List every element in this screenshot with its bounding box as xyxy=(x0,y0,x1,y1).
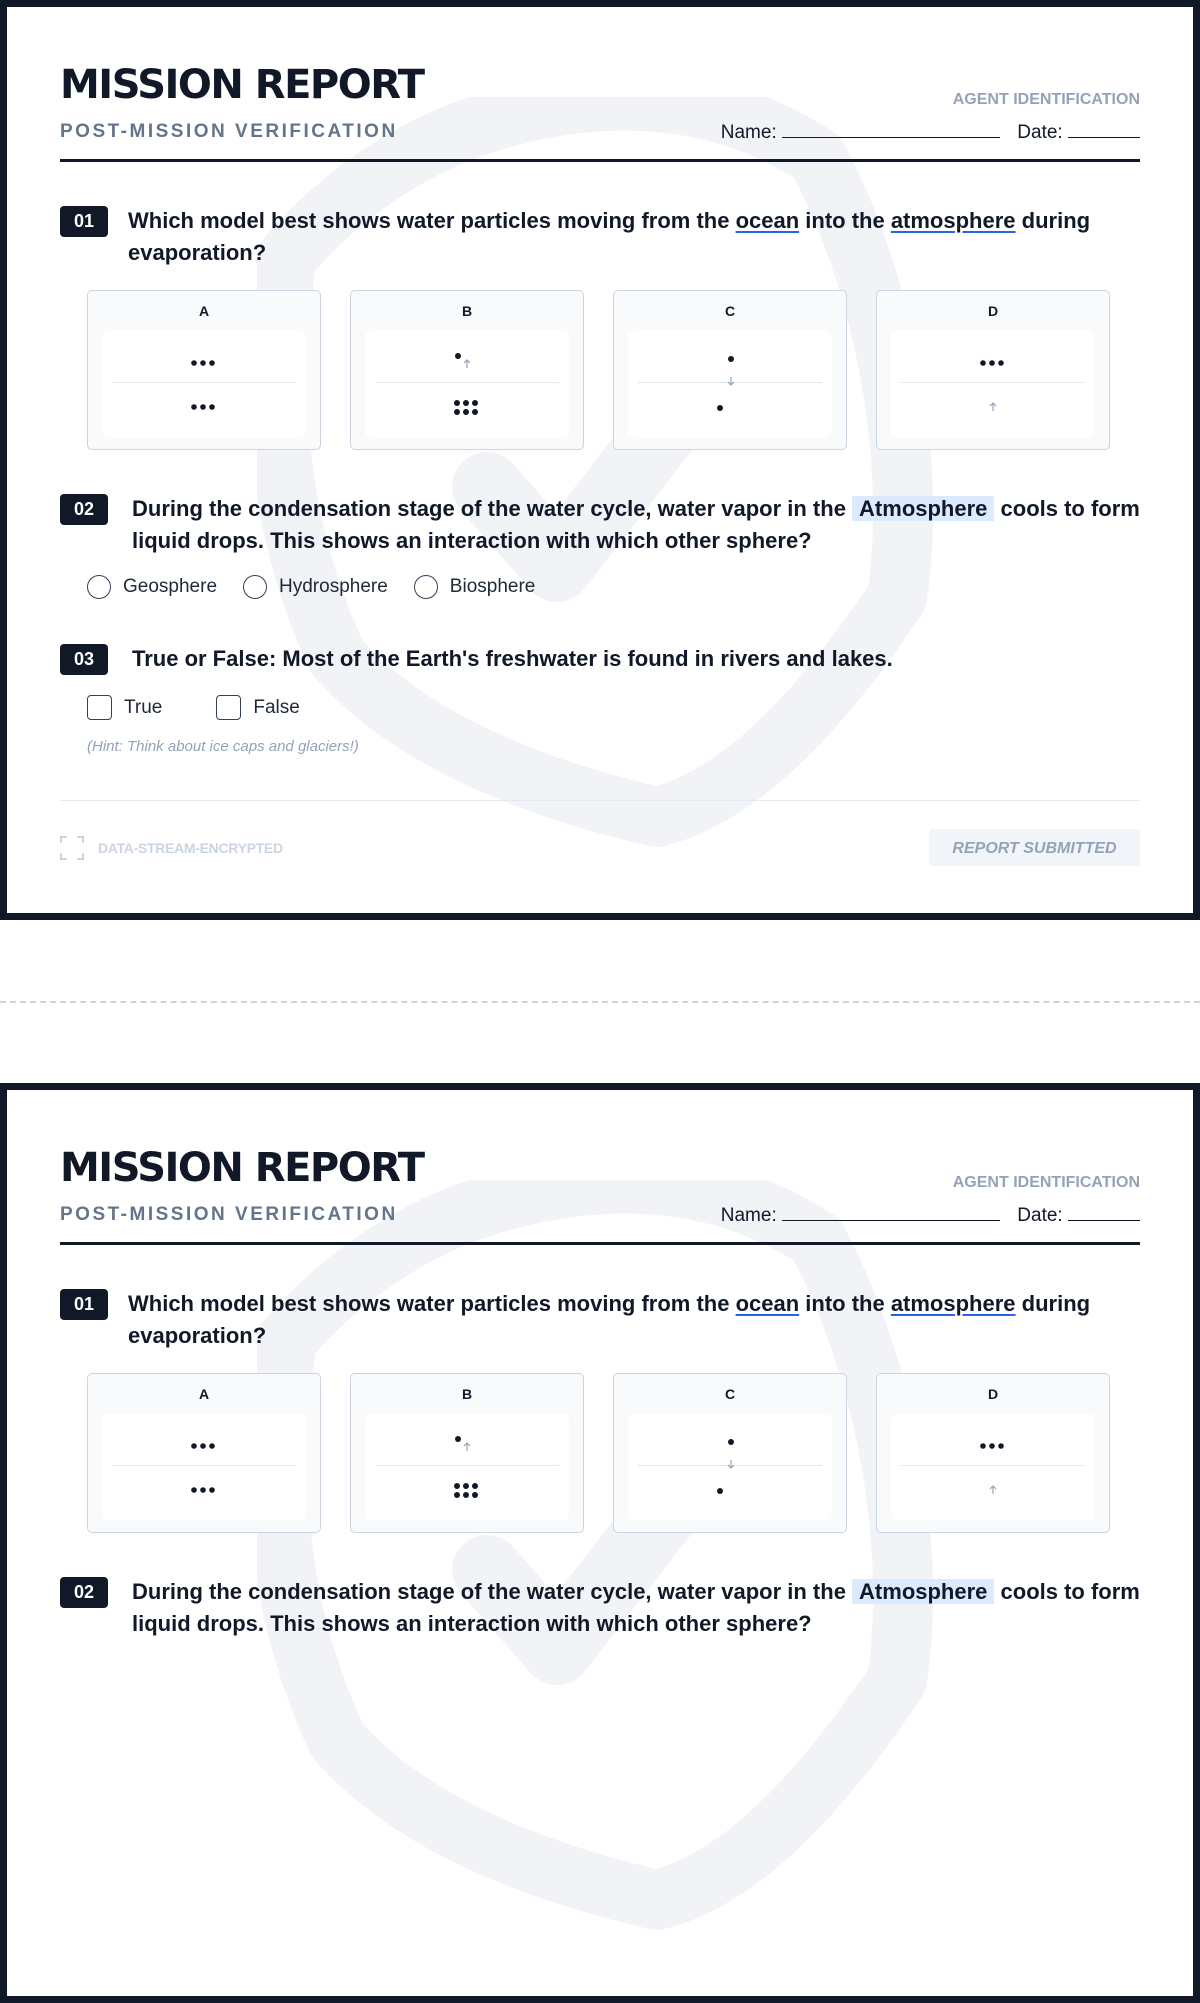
header-divider xyxy=(60,159,1140,162)
particle-model-a xyxy=(88,1374,322,1534)
name-date-line xyxy=(721,122,1140,144)
question-2-text: During the condensation stage of the water cycle, water vapor in the Atmosphere cools to form liquid drops. This shows an interaction with which other sphere? xyxy=(132,1579,1140,1636)
header-divider xyxy=(60,1242,1140,1245)
model-option-b[interactable] xyxy=(350,1373,584,1533)
option-letter: D xyxy=(987,1386,999,1402)
name-label: Name: xyxy=(720,122,777,143)
report-submitted-button[interactable]: REPORT SUBMITTED xyxy=(929,829,1140,866)
radio-button[interactable] xyxy=(243,575,267,599)
particle-model-c xyxy=(614,1374,848,1534)
option-letter: C xyxy=(724,303,736,319)
mission-report-sheet xyxy=(0,1083,1200,2003)
question-number-badge: 01 xyxy=(60,1289,108,1320)
report-title: MISSION REPORT xyxy=(60,62,424,108)
question-number-badge: 03 xyxy=(60,644,108,675)
agent-identification-label: AGENT IDENTIFICATION xyxy=(952,1174,1140,1191)
ocean-term: ocean xyxy=(735,208,800,233)
name-date-line xyxy=(721,1205,1140,1227)
particle-model-b xyxy=(351,291,585,451)
model-option-c[interactable] xyxy=(613,1373,847,1533)
name-field[interactable] xyxy=(782,123,1000,138)
date-label: Date: xyxy=(1017,1205,1063,1226)
date-label: Date: xyxy=(1017,122,1063,143)
model-options xyxy=(87,290,1115,452)
date-field[interactable] xyxy=(1068,1206,1140,1221)
model-option-a[interactable] xyxy=(87,1373,321,1533)
mission-report-sheet xyxy=(0,0,1200,920)
checkbox[interactable] xyxy=(216,695,241,720)
sphere-options xyxy=(87,575,535,599)
option-geosphere[interactable]: Geosphere xyxy=(87,575,217,599)
model-option-d[interactable] xyxy=(876,290,1110,450)
report-subtitle: POST-MISSION VERIFICATION xyxy=(60,1204,398,1225)
scan-frame-icon xyxy=(60,836,84,860)
model-option-a[interactable] xyxy=(87,290,321,450)
footer-divider xyxy=(60,800,1140,801)
true-false-options xyxy=(87,695,300,720)
report-title: MISSION REPORT xyxy=(60,1145,424,1191)
name-label: Name: xyxy=(720,1205,777,1226)
option-letter: C xyxy=(724,1386,736,1402)
atmosphere-term: atmosphere xyxy=(890,1291,1016,1316)
ocean-term: ocean xyxy=(735,1291,800,1316)
option-biosphere[interactable]: Biosphere xyxy=(414,575,536,599)
question-1-text: Which model best shows water particles moving from the ocean into the atmosphere during evaporation? xyxy=(128,208,1091,265)
particle-model-a xyxy=(88,291,322,451)
question-2-text: During the condensation stage of the water cycle, water vapor in the Atmosphere cools to form liquid drops. This shows an interaction with which other sphere? xyxy=(132,496,1140,553)
model-option-d[interactable] xyxy=(876,1373,1110,1533)
agent-identification-label: AGENT IDENTIFICATION xyxy=(952,91,1140,108)
encryption-status: DATA-STREAM-ENCRYPTED xyxy=(60,836,283,860)
particle-model-d xyxy=(877,1374,1111,1534)
atmosphere-highlight: Atmosphere xyxy=(852,1579,994,1604)
model-options xyxy=(87,1373,1115,1535)
question-number-badge: 02 xyxy=(60,494,108,525)
radio-button[interactable] xyxy=(414,575,438,599)
particle-model-b xyxy=(351,1374,585,1534)
atmosphere-highlight: Atmosphere xyxy=(852,496,994,521)
hint-text: (Hint: Think about ice caps and glaciers!) xyxy=(87,738,359,755)
date-field[interactable] xyxy=(1068,123,1140,138)
particle-model-d xyxy=(877,291,1111,451)
particle-model-c xyxy=(614,291,848,451)
question-number-badge: 02 xyxy=(60,1577,108,1608)
checkbox[interactable] xyxy=(87,695,112,720)
atmosphere-term: atmosphere xyxy=(890,208,1016,233)
option-false[interactable]: False xyxy=(216,695,299,720)
report-subtitle: POST-MISSION VERIFICATION xyxy=(60,121,398,142)
question-3-text: True or False: Most of the Earth's freshwater is found in rivers and lakes. xyxy=(132,646,893,671)
option-hydrosphere[interactable]: Hydrosphere xyxy=(243,575,388,599)
option-letter: A xyxy=(198,1386,210,1402)
option-letter: B xyxy=(461,303,473,319)
option-letter: B xyxy=(461,1386,473,1402)
question-number-badge: 01 xyxy=(60,206,108,237)
radio-button[interactable] xyxy=(87,575,111,599)
option-true[interactable]: True xyxy=(87,695,162,720)
option-letter: A xyxy=(198,303,210,319)
question-1-text: Which model best shows water particles moving from the ocean into the atmosphere during evaporation? xyxy=(128,1291,1091,1348)
model-option-b[interactable] xyxy=(350,290,584,450)
name-field[interactable] xyxy=(782,1206,1000,1221)
option-letter: D xyxy=(987,303,999,319)
model-option-c[interactable] xyxy=(613,290,847,450)
cut-line xyxy=(0,1001,1200,1003)
